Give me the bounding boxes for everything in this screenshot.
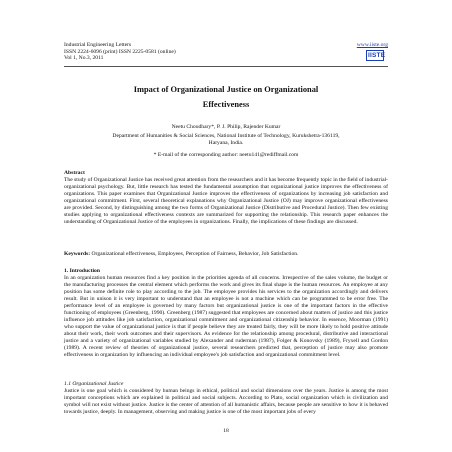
paper-title bbox=[64, 82, 388, 112]
keywords-label: Keywords: bbox=[64, 251, 91, 257]
abstract-heading: Abstract bbox=[64, 170, 85, 176]
affiliation bbox=[64, 133, 388, 147]
abstract-text: The study of Organizational Justice has received great attention from the researchers and it has become frequently topic in the field of industrial-organizational psychology. But, little research has tested the fundamental assumption that organizational justice improves the effectiveness of organizations. This paper examines that Organizational Justice improves the effectiveness of organizations by increasing job satisfaction and organizational commitment. First, several theoretical explanations why Organizational Justice (OJ) may improve organizational effectiveness are provided. Second, by distinguishing among the two forms of Organizational Justice (Distributive and Procedural Justice). Then few existing studies applying to organizational effectiveness contexts are summarized for supporting the relationship. This research paper enhances the understanding of Organizational Justice of the employees in organizations. Finally, the implications of these findings are discussed. bbox=[64, 177, 388, 225]
title-line-1: Impact of Organizational Justice on Organizational bbox=[133, 85, 319, 94]
keywords-section bbox=[64, 251, 388, 258]
introduction-section bbox=[64, 268, 388, 359]
corresponding-email: * E-mail of the corresponding author: neetu141@rediffmail.com bbox=[153, 152, 299, 158]
introduction-heading: 1. Introduction bbox=[64, 268, 100, 274]
header-divider bbox=[64, 66, 388, 67]
journal-header bbox=[64, 42, 176, 62]
subsection-heading: 1.1 Organizational Justice bbox=[64, 381, 124, 387]
keywords-text: Organizational effectiveness, Employees, Perception of Fairness, Behavior, Job Satisfaction. bbox=[91, 251, 299, 257]
subsection-text: Justice is one goal which is considered by human beings in ethical, political and social dimensions over the years. Justice is among the most important conceptions which are explained in political and social subjects. According to Plato, social organization which is civilization and symbol will not exist without justice. Justice is the center of attention of all humanistic affairs, because people are sensitive to how it is behaved towards justice, deeply. In management, observing and making justice is one of the most important jobs of every bbox=[64, 388, 388, 415]
journal-volume: Vol 1, No.3, 2011 bbox=[64, 55, 104, 62]
logo-text: IISTE bbox=[368, 52, 386, 59]
affiliation-line-1: Department of Humanities & Social Sciences, National Institute of Technology, Kurukshetra-136119, bbox=[112, 133, 340, 139]
introduction-text: In an organization human resources find a key position in the priorities agenda of all concerns. Irrespective of the sales volume, the budget or the manufacturing processes the central element which performs the work and gives its final shape is the human resources. An employee at any position has some definite role to play according to the job. The employee provides his services to the organization accordingly and delivers result. But in unison it is very important to understand that an employee is not a machine which can be programmed to be error free. The performance level of an employee is governed by many factors but organizational justice is one of the important factors in the effective functioning of employees (Greenberg, 1990). Greenberg (1987) suggested that employees are concerned about matters of justice and this justice influence job attitudes like job satisfaction, organizational commitment and organizational citizenship behavior. In essence, Moorman (1991) who support the value of organizational justice is that if people believe they are treated fairly, they will be more likely to hold positive attitude about their work, their work outcomes and their supervisors. As evidence for the relationship among procedural, distributive and interactional justice and a variety of organizational variables studied by Alexander and ruderman (1987), Folger & Konovsky (1989), Fryxell and Gordon (1989). A recent review of theories of organizational justice, several researchers predicted that, perception of justice may also promote effectiveness in organization by influencing an individual employee's job satisfaction and organizational commitment level. bbox=[64, 275, 388, 358]
journal-issn: ISSN 2224-6096 (print) ISSN 2225-0581 (online) bbox=[64, 48, 176, 55]
journal-name: Industrial Engineering Letters bbox=[64, 42, 132, 48]
journal-url-link[interactable]: www.iiste.org bbox=[356, 42, 388, 48]
affiliation-line-2: Haryana, India. bbox=[208, 140, 244, 146]
author-list: Neetu Choudhary*, P. J. Philip, Rajender Kumar bbox=[171, 124, 281, 130]
abstract-section bbox=[64, 170, 388, 226]
title-line-2: Effectiveness bbox=[202, 100, 250, 109]
org-justice-section bbox=[64, 381, 388, 416]
journal-header-right bbox=[357, 42, 388, 63]
iiste-logo bbox=[362, 50, 388, 61]
page-number: 18 bbox=[223, 428, 229, 434]
